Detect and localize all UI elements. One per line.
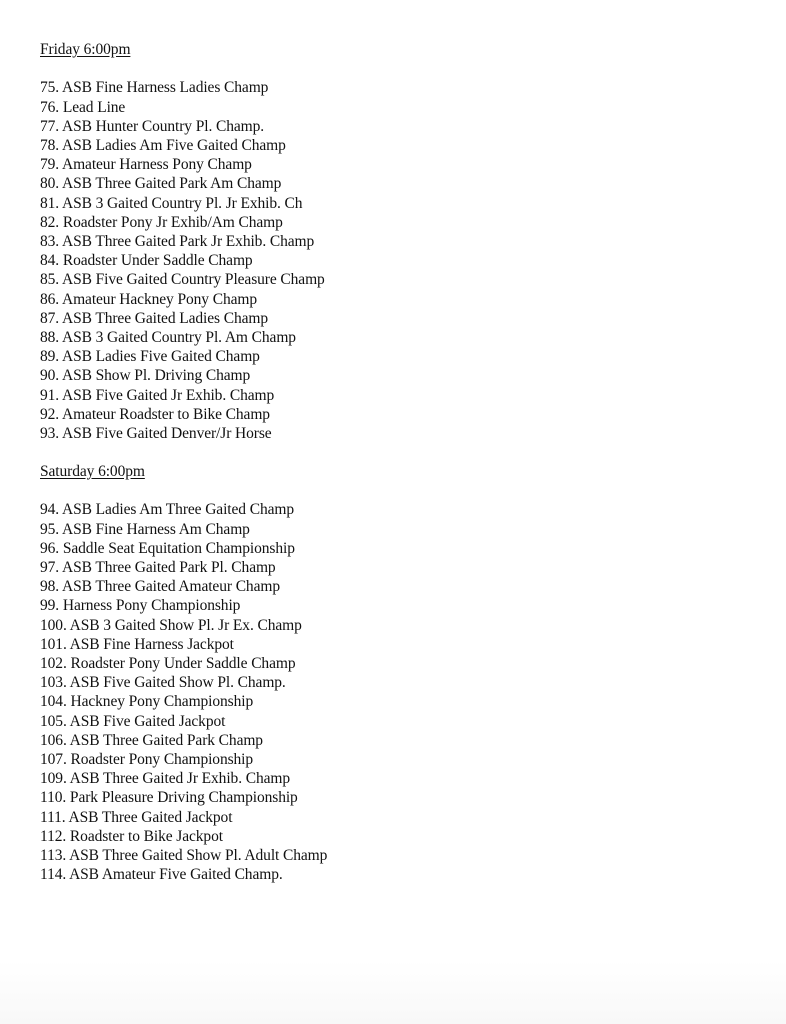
class-item: 102. Roadster Pony Under Saddle Champ (40, 655, 296, 673)
class-item: 89. ASB Ladies Five Gaited Champ (40, 348, 260, 366)
class-item: 113. ASB Three Gaited Show Pl. Adult Champ (40, 847, 328, 865)
class-list (40, 500, 327, 884)
class-item: 82. Roadster Pony Jr Exhib/Am Champ (40, 213, 283, 231)
class-item: 95. ASB Fine Harness Am Champ (40, 520, 250, 538)
class-item: 76. Lead Line (40, 98, 126, 116)
class-item: 80. ASB Three Gaited Park Am Champ (40, 175, 282, 193)
saturday-session (40, 462, 327, 884)
class-item: 100. ASB 3 Gaited Show Pl. Jr Ex. Champ (40, 616, 302, 634)
class-item: 107. Roadster Pony Championship (40, 751, 254, 769)
class-item: 105. ASB Five Gaited Jackpot (40, 712, 226, 730)
class-item: 84. Roadster Under Saddle Champ (40, 252, 253, 270)
class-item: 112. Roadster to Bike Jackpot (40, 827, 223, 845)
class-item: 93. ASB Five Gaited Denver/Jr Horse (40, 425, 272, 443)
class-item: 109. ASB Three Gaited Jr Exhib. Champ (40, 770, 291, 788)
class-item: 85. ASB Five Gaited Country Pleasure Champ (40, 271, 325, 289)
class-item: 79. Amateur Harness Pony Champ (40, 156, 252, 174)
class-item: 99. Harness Pony Championship (40, 597, 241, 615)
class-item: 94. ASB Ladies Am Three Gaited Champ (40, 501, 294, 519)
class-item: 90. ASB Show Pl. Driving Champ (40, 367, 251, 385)
class-item: 86. Amateur Hackney Pony Champ (40, 290, 257, 308)
class-item: 87. ASB Three Gaited Ladies Champ (40, 309, 269, 327)
friday-session (40, 40, 325, 443)
class-item: 92. Amateur Roadster to Bike Champ (40, 405, 270, 423)
class-item: 104. Hackney Pony Championship (40, 693, 254, 711)
class-item: 77. ASB Hunter Country Pl. Champ. (40, 117, 265, 135)
class-item: 101. ASB Fine Harness Jackpot (40, 635, 234, 653)
class-item: 111. ASB Three Gaited Jackpot (40, 808, 233, 826)
class-item: 88. ASB 3 Gaited Country Pl. Am Champ (40, 329, 296, 347)
class-item: 75. ASB Fine Harness Ladies Champ (40, 79, 269, 97)
class-item: 110. Park Pleasure Driving Championship (40, 789, 298, 807)
class-item: 83. ASB Three Gaited Park Jr Exhib. Champ (40, 233, 315, 251)
session-heading: Friday 6:00pm (40, 41, 131, 58)
class-item: 106. ASB Three Gaited Park Champ (40, 731, 263, 749)
class-item: 78. ASB Ladies Am Five Gaited Champ (40, 137, 286, 154)
session-heading: Saturday 6:00pm (40, 463, 145, 480)
class-item: 98. ASB Three Gaited Amateur Champ (40, 578, 280, 596)
class-item: 91. ASB Five Gaited Jr Exhib. Champ (40, 386, 275, 404)
class-list (40, 78, 325, 443)
class-item: 96. Saddle Seat Equitation Championship (40, 539, 295, 557)
class-item: 114. ASB Amateur Five Gaited Champ. (40, 866, 283, 884)
class-item: 81. ASB 3 Gaited Country Pl. Jr Exhib. Ch (40, 194, 303, 212)
class-item: 97. ASB Three Gaited Park Pl. Champ (40, 559, 276, 576)
class-item: 103. ASB Five Gaited Show Pl. Champ. (40, 674, 286, 692)
